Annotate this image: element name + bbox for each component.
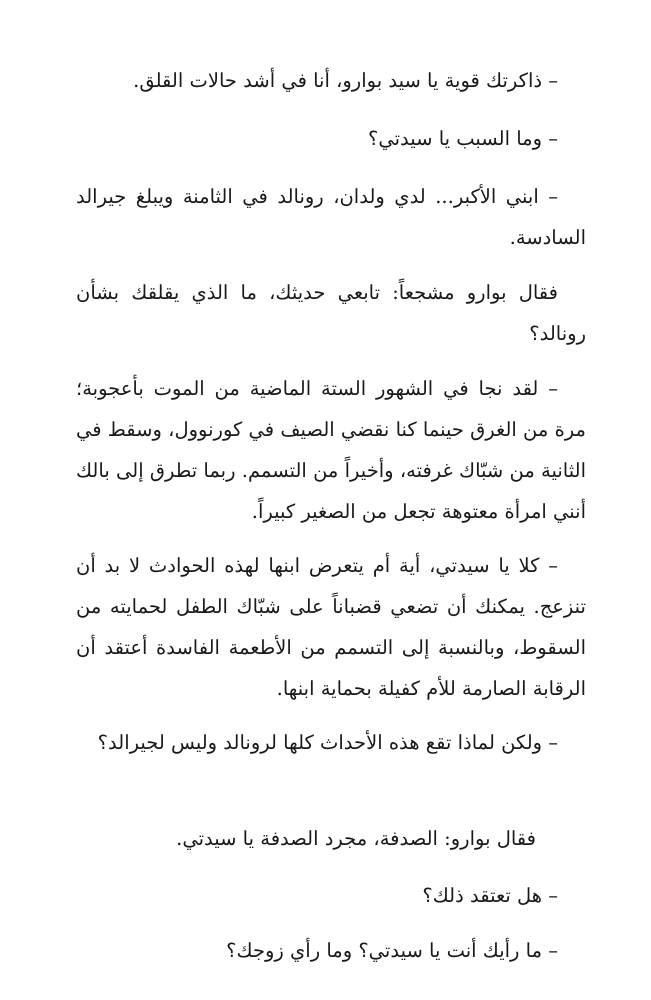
paragraph-8: فقال بوارو: الصدفة، مجرد الصدفة يا سيدتي. bbox=[176, 827, 536, 850]
paragraph-3: – ابني الأكبر... لدي ولدان، رونالد في الثامنة ويبلغ جيرالد السادسة. bbox=[76, 185, 586, 249]
paragraph-5: – لقد نجا في الشهور الستة الماضية من الموت بأعجوبة؛ مرة من الغرق حينما كنا نقضي الصيف في كورنوول، وسقط في الثانية من شبّاك غرفته، وأخيراً من التسمم. ربما تطرق إلى بالك أنني امرأة معتوهة تجعل من الصغير كبيراً. bbox=[76, 377, 586, 523]
paragraph-10: – ما رأيك أنت يا سيدتي؟ وما رأي زوجك؟ bbox=[226, 939, 558, 962]
paragraph-7: – ولكن لماذا تقع هذه الأحداث كلها لرونالد وليس لجيرالد؟ bbox=[97, 731, 558, 754]
paragraph-6: – كلا يا سيدتي، أية أم يتعرض ابنها لهذه الحوادث لا بد أن تنزعج. يمكنك أن تضعي قضباناً على شبّاك الطفل لحمايته من السقوط، وبالنسبة إلى التسمم من الأطعمة الفاسدة أعتقد أن الرقابة الصارمة للأم كفيلة بحماية ابنها. bbox=[76, 554, 586, 700]
paragraph-2: – وما السبب يا سيدتي؟ bbox=[368, 127, 558, 150]
paragraph-4: فقال بوارو مشجعاً: تابعي حديثك، ما الذي يقلقك بشأن رونالد؟ bbox=[76, 281, 586, 345]
page-body bbox=[76, 0, 586, 1000]
paragraph-9: – هل تعتقد ذلك؟ bbox=[422, 884, 558, 907]
paragraph-1: – ذاكرتك قوية يا سيد بوارو، أنا في أشد حالات القلق. bbox=[133, 69, 558, 92]
